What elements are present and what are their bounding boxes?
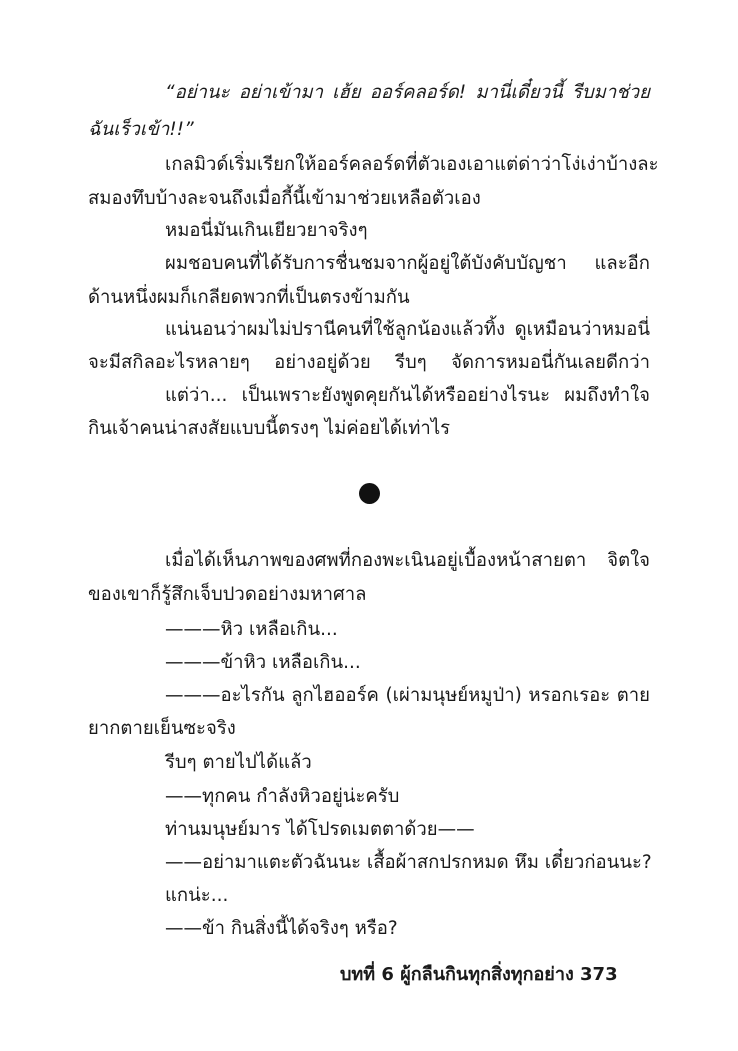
text-line: ———ข้าหิว เหลือเกิน... xyxy=(165,652,361,673)
text-line: ยากตายเย็นซะจริง xyxy=(88,718,236,739)
text-line: เกลมิวด์เริ่มเรียกให้ออร์คลอร์ดที่ตัวเองเอาแต่ด่าว่าโง่เง่าบ้างละ xyxy=(165,154,659,175)
text-line: สมองทึบบ้างละจนถึงเมื่อกี้นี้เข้ามาช่วยเหลือตัวเอง xyxy=(88,188,481,209)
text-line: ———อะไรกัน ลูกไฮออร์ค (เผ่ามนุษย์หมูป่า) หรอกเรอะ ตาย xyxy=(165,685,650,706)
text-line: กินเจ้าคนน่าสงสัยแบบนี้ตรงๆ ไม่ค่อยได้เท่าไร xyxy=(88,418,451,439)
text-line: ———หิว เหลือเกิน... xyxy=(165,619,338,640)
text-line: ด้านหนึ่งผมก็เกลียดพวกที่เป็นตรงข้ามกัน xyxy=(88,287,410,308)
text-line: ผมชอบคนที่ได้รับการชื่นชมจากผู้อยู่ใต้บังคับบัญชา และอีก xyxy=(165,253,650,274)
text-line: รีบๆ ตายไปได้แล้ว xyxy=(165,752,312,773)
section-separator-dot xyxy=(359,483,380,504)
text-line: ฉันเร็วเข้า!!” xyxy=(88,119,194,140)
text-line: “อย่านะ อย่าเข้ามา เฮ้ย ออร์คลอร์ด! มานี่เดี๋ยวนี้ รีบมาช่วย xyxy=(165,82,650,103)
text-line: ——ทุกคน กำลังหิวอยู่น่ะครับ xyxy=(165,786,400,807)
text-line: แน่นอนว่าผมไม่ปรานีคนที่ใช้ลูกน้องแล้วทิ้ง ดูเหมือนว่าหมอนี่ xyxy=(165,319,650,340)
page-footer xyxy=(0,962,738,988)
footer-chapter-and-page-number: บทที่ 6 ผู้กลืนกินทุกสิ่งทุกอย่าง 373 xyxy=(340,964,618,985)
text-line: ของเขาก็รู้สึกเจ็บปวดอย่างมหาศาล xyxy=(88,584,367,605)
text-line: แต่ว่า... เป็นเพราะยังพูดคุยกันได้หรืออย่างไรนะ ผมถึงทำใจ xyxy=(165,385,650,406)
text-line: จะมีสกิลอะไรหลายๆ อย่างอยู่ด้วย รีบๆ จัดการหมอนี่กันเลยดีกว่า xyxy=(88,352,650,373)
text-line: ——ข้า กินสิ่งนี้ได้จริงๆ หรือ? xyxy=(165,918,398,939)
text-line: หมอนี่มันเกินเยียวยาจริงๆ xyxy=(165,220,368,241)
text-line: แกน่ะ... xyxy=(165,885,229,906)
text-line: ท่านมนุษย์มาร ได้โปรดเมตตาด้วย—— xyxy=(165,819,475,840)
text-line: เมื่อได้เห็นภาพของศพที่กองพะเนินอยู่เบื้องหน้าสายตา จิตใจ xyxy=(165,550,650,571)
text-line: ——อย่ามาแตะตัวฉันนะ เสื้อผ้าสกปรกหมด หึม เดี๋ยวก่อนนะ? xyxy=(165,852,652,873)
